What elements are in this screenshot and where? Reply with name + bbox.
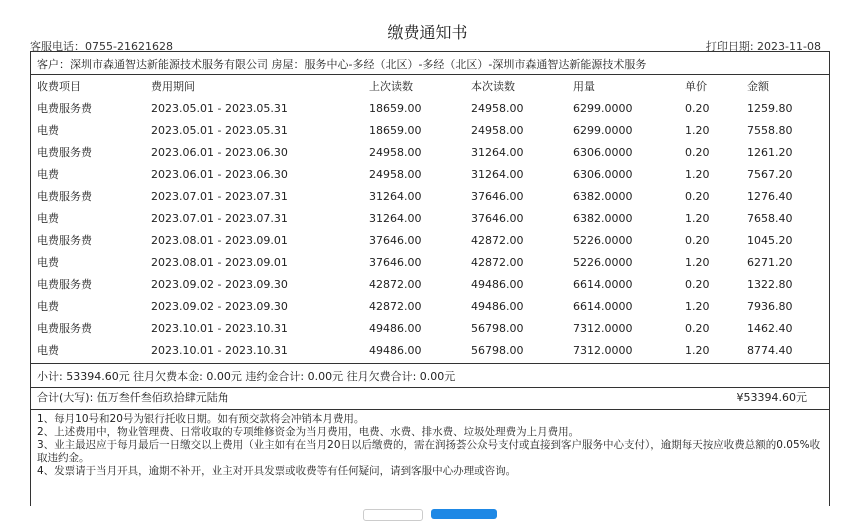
cell-current-reading: 56798.00 bbox=[471, 322, 524, 335]
cell-amount: 1462.40 bbox=[747, 322, 793, 335]
cell-item: 电费服务费 bbox=[37, 234, 92, 247]
header-period: 费用期间 bbox=[151, 80, 195, 93]
note-item: 4、发票请于当月开具，逾期不补开，业主对开具发票或收费等有任何疑问，请到客服中心办理或咨询。 bbox=[37, 465, 517, 477]
cell-usage: 6614.0000 bbox=[573, 300, 633, 313]
cell-unit-price: 1.20 bbox=[685, 124, 710, 137]
cell-amount: 1045.20 bbox=[747, 234, 793, 247]
notice-title: 缴费通知书 bbox=[387, 23, 468, 42]
cell-unit-price: 0.20 bbox=[685, 234, 710, 247]
cell-usage: 7312.0000 bbox=[573, 344, 633, 357]
total-amount: ¥53394.60元 bbox=[736, 391, 807, 404]
cell-current-reading: 37646.00 bbox=[471, 212, 524, 225]
header-unit-price: 单价 bbox=[685, 80, 707, 93]
note-item: 3、业主最迟应于每月最后一日缴交以上费用（业主如有在当月20日以后缴费的，需在润扬荟公众号支付或直接到客户服务中心支付），逾期每天按应收费总额的0.05%收取违约金。 bbox=[37, 439, 821, 464]
cell-unit-price: 0.20 bbox=[685, 190, 710, 203]
table-row bbox=[31, 274, 829, 296]
cell-item: 电费服务费 bbox=[37, 322, 92, 335]
cell-amount: 7558.80 bbox=[747, 124, 793, 137]
cell-item: 电费服务费 bbox=[37, 190, 92, 203]
print-date: 打印日期: 2023-11-08 bbox=[705, 40, 821, 53]
cell-period: 2023.09.02 - 2023.09.30 bbox=[151, 300, 288, 313]
cell-current-reading: 56798.00 bbox=[471, 344, 524, 357]
cell-item: 电费服务费 bbox=[37, 102, 92, 115]
cell-unit-price: 1.20 bbox=[685, 168, 710, 181]
cell-item: 电费 bbox=[37, 124, 59, 137]
confirm-button[interactable] bbox=[431, 509, 497, 519]
cell-amount: 1322.80 bbox=[747, 278, 793, 291]
cell-unit-price: 1.20 bbox=[685, 344, 710, 357]
cell-usage: 6614.0000 bbox=[573, 278, 633, 291]
cell-unit-price: 0.20 bbox=[685, 278, 710, 291]
table-row bbox=[31, 164, 829, 186]
cell-period: 2023.10.01 - 2023.10.31 bbox=[151, 322, 288, 335]
cell-unit-price: 1.20 bbox=[685, 256, 710, 269]
cell-current-reading: 24958.00 bbox=[471, 102, 524, 115]
table-row bbox=[31, 296, 829, 318]
cell-amount: 7567.20 bbox=[747, 168, 793, 181]
cell-period: 2023.08.01 - 2023.09.01 bbox=[151, 234, 288, 247]
cell-amount: 1259.80 bbox=[747, 102, 793, 115]
cell-last-reading: 18659.00 bbox=[369, 102, 422, 115]
cell-last-reading: 24958.00 bbox=[369, 168, 422, 181]
customer-info: 客户：深圳市森通智达新能源技术服务有限公司 房屋：服务中心-多经（北区）-多经（北区）-深圳市森通智达新能源技术服务 bbox=[37, 58, 647, 71]
cell-usage: 7312.0000 bbox=[573, 322, 633, 335]
cell-usage: 6382.0000 bbox=[573, 212, 633, 225]
cell-item: 电费 bbox=[37, 256, 59, 269]
table-row bbox=[31, 120, 829, 142]
table-row bbox=[31, 252, 829, 274]
cell-last-reading: 42872.00 bbox=[369, 278, 422, 291]
cell-usage: 6306.0000 bbox=[573, 168, 633, 181]
total-in-words: 合计(大写): 伍万叁仟叁佰玖拾肆元陆角 bbox=[37, 391, 229, 404]
cell-unit-price: 0.20 bbox=[685, 322, 710, 335]
cell-usage: 6299.0000 bbox=[573, 124, 633, 137]
cell-item: 电费 bbox=[37, 344, 59, 357]
cell-usage: 6299.0000 bbox=[573, 102, 633, 115]
notes-section bbox=[37, 413, 822, 478]
cell-amount: 6271.20 bbox=[747, 256, 793, 269]
table-row bbox=[31, 230, 829, 252]
header-amount: 金额 bbox=[747, 80, 769, 93]
cell-current-reading: 31264.00 bbox=[471, 146, 524, 159]
header-usage: 用量 bbox=[573, 80, 595, 93]
table-row bbox=[31, 318, 829, 340]
cell-item: 电费 bbox=[37, 168, 59, 181]
cell-usage: 5226.0000 bbox=[573, 234, 633, 247]
cell-period: 2023.05.01 - 2023.05.31 bbox=[151, 124, 288, 137]
cell-item: 电费服务费 bbox=[37, 278, 92, 291]
header-item: 收费项目 bbox=[37, 80, 81, 93]
header-current-reading: 本次读数 bbox=[471, 80, 515, 93]
cell-amount: 7658.40 bbox=[747, 212, 793, 225]
divider bbox=[31, 409, 829, 410]
cell-current-reading: 42872.00 bbox=[471, 256, 524, 269]
cell-amount: 1261.20 bbox=[747, 146, 793, 159]
cell-last-reading: 49486.00 bbox=[369, 322, 422, 335]
cell-last-reading: 24958.00 bbox=[369, 146, 422, 159]
cell-amount: 8774.40 bbox=[747, 344, 793, 357]
cell-current-reading: 31264.00 bbox=[471, 168, 524, 181]
cell-usage: 6382.0000 bbox=[573, 190, 633, 203]
cell-period: 2023.07.01 - 2023.07.31 bbox=[151, 190, 288, 203]
subtotal-line bbox=[31, 368, 829, 386]
cell-period: 2023.08.01 - 2023.09.01 bbox=[151, 256, 288, 269]
total-line bbox=[31, 389, 829, 407]
cell-usage: 5226.0000 bbox=[573, 256, 633, 269]
note-item: 1、每月10号和20号为银行托收日期。如有预交款将会冲销本月费用。 bbox=[37, 413, 365, 425]
cell-last-reading: 42872.00 bbox=[369, 300, 422, 313]
cell-period: 2023.06.01 - 2023.06.30 bbox=[151, 146, 288, 159]
divider bbox=[31, 363, 829, 364]
cell-last-reading: 18659.00 bbox=[369, 124, 422, 137]
cell-current-reading: 37646.00 bbox=[471, 190, 524, 203]
cell-item: 电费服务费 bbox=[37, 146, 92, 159]
cell-period: 2023.06.01 - 2023.06.30 bbox=[151, 168, 288, 181]
cell-unit-price: 1.20 bbox=[685, 212, 710, 225]
cell-current-reading: 42872.00 bbox=[471, 234, 524, 247]
cell-current-reading: 49486.00 bbox=[471, 300, 524, 313]
table-row bbox=[31, 208, 829, 230]
cell-last-reading: 31264.00 bbox=[369, 212, 422, 225]
cell-last-reading: 37646.00 bbox=[369, 256, 422, 269]
notice-frame bbox=[30, 51, 830, 506]
table-header bbox=[31, 76, 829, 98]
cell-unit-price: 0.20 bbox=[685, 146, 710, 159]
cell-amount: 1276.40 bbox=[747, 190, 793, 203]
cell-last-reading: 37646.00 bbox=[369, 234, 422, 247]
divider bbox=[31, 387, 829, 388]
cell-current-reading: 24958.00 bbox=[471, 124, 524, 137]
cell-current-reading: 49486.00 bbox=[471, 278, 524, 291]
table-row bbox=[31, 98, 829, 120]
cell-unit-price: 1.20 bbox=[685, 300, 710, 313]
cell-last-reading: 49486.00 bbox=[369, 344, 422, 357]
cell-period: 2023.10.01 - 2023.10.31 bbox=[151, 344, 288, 357]
cell-period: 2023.09.02 - 2023.09.30 bbox=[151, 278, 288, 291]
cell-period: 2023.05.01 - 2023.05.31 bbox=[151, 102, 288, 115]
cell-item: 电费 bbox=[37, 212, 59, 225]
cell-usage: 6306.0000 bbox=[573, 146, 633, 159]
subtotal-text: 小计: 53394.60元 往月欠费本金: 0.00元 违约金合计: 0.00元 往月欠费合计: 0.00元 bbox=[37, 370, 456, 383]
divider bbox=[31, 74, 829, 75]
table-row bbox=[31, 142, 829, 164]
note-item: 2、上述费用中，物业管理费、日常收取的专项维修资金为当月费用，电费、水费、排水费、垃圾处理费为上月费用。 bbox=[37, 426, 580, 438]
cell-period: 2023.07.01 - 2023.07.31 bbox=[151, 212, 288, 225]
table-row bbox=[31, 186, 829, 208]
cell-amount: 7936.80 bbox=[747, 300, 793, 313]
cell-unit-price: 0.20 bbox=[685, 102, 710, 115]
cell-last-reading: 31264.00 bbox=[369, 190, 422, 203]
service-phone: 客服电话：0755-21621628 bbox=[30, 40, 173, 53]
cancel-button[interactable] bbox=[363, 509, 423, 521]
customer-line bbox=[31, 56, 829, 72]
cell-item: 电费 bbox=[37, 300, 59, 313]
header-last-reading: 上次读数 bbox=[369, 80, 413, 93]
table-row bbox=[31, 340, 829, 362]
